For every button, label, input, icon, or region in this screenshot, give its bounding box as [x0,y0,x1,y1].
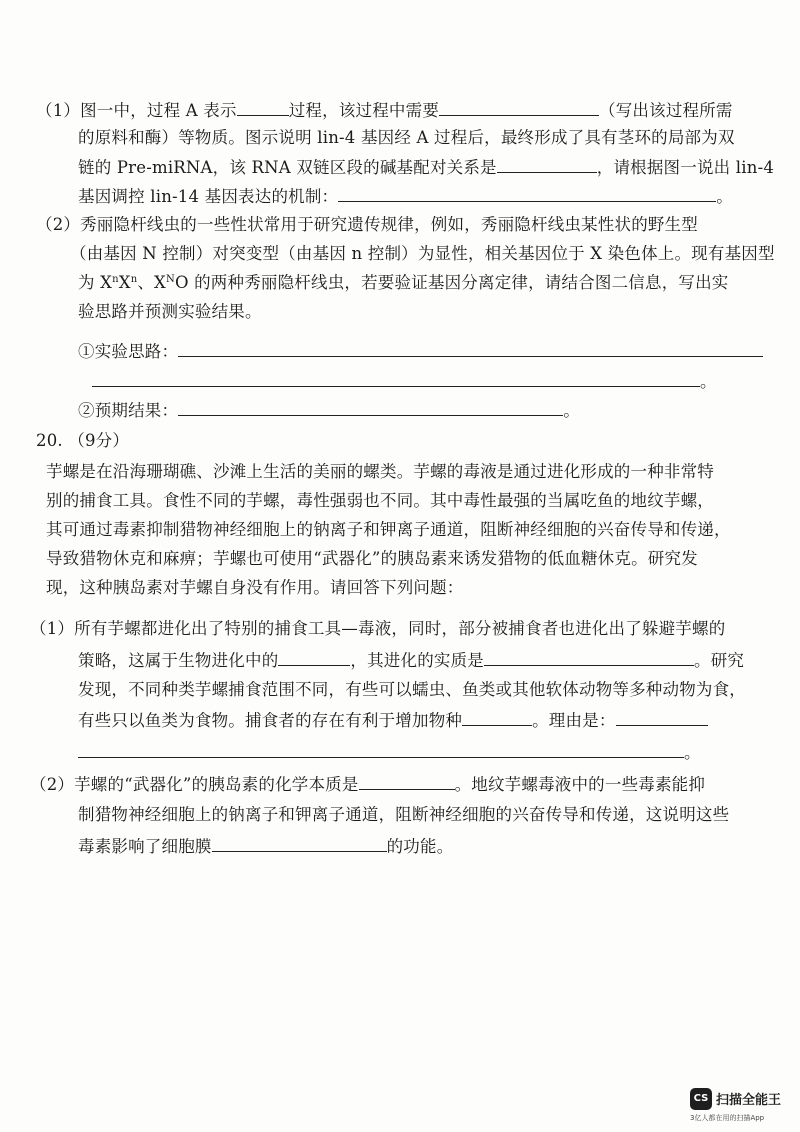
experiment-design-line: ①实验思路： [78,339,763,364]
answer-blank[interactable] [616,708,708,726]
q20-intro-line3: 其可通过毒素抑制猎物神经细胞上的钠离子和钾离子通道，阻断神经细胞的兴奋传导和传递， [46,520,731,539]
q19-p1-line1: （1）图一中，过程 A 表示 过程，该过程中需要 （写出该过程所需 [36,98,733,123]
answer-blank[interactable] [78,740,684,758]
camscanner-logo-icon: CS [690,1088,712,1110]
experiment-design-line2: 。 [92,369,717,394]
answer-blank[interactable] [439,98,599,116]
q20-p1-line5: 。 [78,740,701,765]
q20-intro-line4: 导致猎物休克和麻痹；芋螺也可使用“武器化”的胰岛素来诱发猎物的低血糖休克。研究发 [46,549,698,568]
q19-p2-line2: （由基因 N 控制）对突变型（由基因 n 控制）为显性，相关基因位于 X 染色体上。现有基因型 [70,244,775,263]
q20-p1-line3: 发现，不同种类芋螺捕食范围不同，有些可以蠕虫、鱼类或其他软体动物等多种动物为食， [78,680,746,699]
q19-p1-line3: 链的 Pre-miRNA，该 RNA 双链区段的碱基配对关系是 ，请根据图一说出 lin-4 [78,155,774,180]
watermark-app-name: 扫描全能王 [716,1093,782,1108]
answer-blank[interactable] [462,708,532,726]
scanner-watermark [690,1088,800,1128]
answer-blank[interactable] [92,369,700,387]
answer-blank[interactable] [359,772,455,790]
q19-p1-line2: 的原料和酶）等物质。图示说明 lin-4 基因经 A 过程后，最终形成了具有茎环的局部为双 [78,128,735,147]
q19-p2-line3: 为 $X^nX^n$、$X^NO$ 的两种秀丽隐杆线虫，若要验证基因分离定律，请结合图二信息，写出实 [78,273,729,292]
answer-blank[interactable] [237,98,289,116]
answer-blank[interactable] [497,155,597,173]
q20-p2-line2: 制猎物神经细胞上的钠离子和钾离子通道，阻断神经细胞的兴奋传导和传递，这说明这些 [78,805,730,824]
q20-p2-line1: （2）芋螺的“武器化”的胰岛素的化学本质是 。地纹芋螺毒液中的一些毒素能抑 [30,772,705,797]
q20-p1-line4: 有些只以鱼类为食物。捕食者的存在有利于增加物种 。理由是： [78,708,708,733]
answer-blank[interactable] [484,648,694,666]
answer-blank[interactable] [178,339,763,357]
q20-intro-line5: 现，这种胰岛素对芋螺自身没有作用。请回答下列问题： [46,578,464,597]
q19-p2-line1: （2）秀丽隐杆线虫的一些性状常用于研究遗传规律，例如，秀丽隐杆线虫某性状的野生型 [36,215,698,234]
q20-intro-line2: 别的捕食工具。食性不同的芋螺，毒性强弱也不同。其中毒性最强的当属吃鱼的地纹芋螺， [46,491,714,510]
expected-result-line: ②预期结果： 。 [78,398,580,423]
answer-blank[interactable] [338,184,716,202]
q20-intro-line1: 芋螺是在沿海珊瑚礁、沙滩上生活的美丽的螺类。芋螺的毒液是通过进化形成的一种非常特 [46,462,714,481]
q20-heading: 20. （9分） [36,431,130,450]
q20-p2-line3: 毒素影响了细胞膜 的功能。 [78,834,453,859]
answer-blank[interactable] [212,834,387,852]
q19-p2-line4: 验思路并预测实验结果。 [78,302,262,321]
q19-p1-line4: 基因调控 lin-14 基因表达的机制： 。 [78,184,733,209]
q20-p1-line1: （1）所有芋螺都进化出了特别的捕食工具—毒液，同时，部分被捕食者也进化出了躲避芋螺的 [30,619,726,638]
answer-blank[interactable] [178,398,563,416]
answer-blank[interactable] [278,648,350,666]
q20-p1-line2: 策略，这属于生物进化中的 ，其进化的实质是 。研究 [78,648,744,673]
watermark-tagline: 3亿人都在用的扫描App [690,1114,765,1122]
